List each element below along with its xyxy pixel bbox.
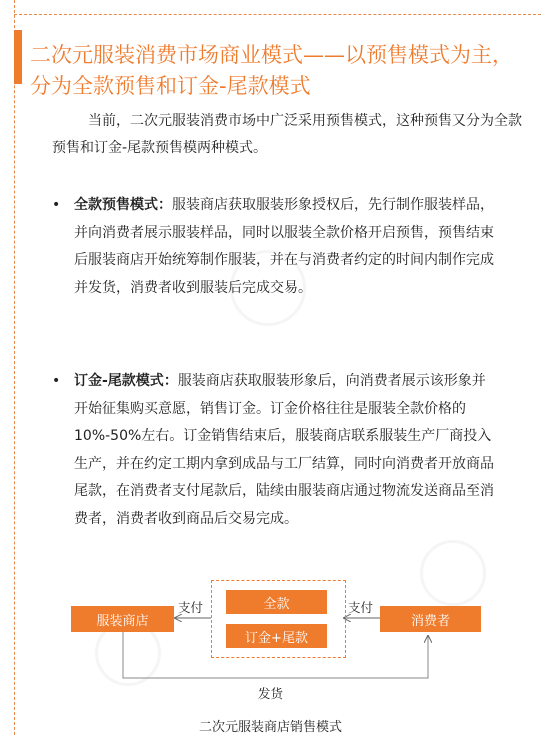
bullet-text	[74, 192, 497, 302]
title-accent-bar	[14, 30, 22, 84]
intro-paragraph: 当前，二次元服装消费市场中广泛采用预售模式，这种预售又分为全款预售和订金-尾款预售模两种模式。	[52, 113, 522, 156]
consumer-box: 消费者	[380, 606, 481, 632]
page-frame-top	[14, 14, 541, 15]
bullet-item-full-payment	[52, 192, 497, 302]
diagram-caption: 二次元服装商店销售模式	[198, 720, 342, 735]
deposit-balance-box: 订金+尾款	[226, 624, 327, 648]
bullet-separator: ：	[163, 373, 178, 389]
pay-label-left: 支付	[178, 600, 204, 615]
bullet-separator: ：	[158, 197, 172, 213]
page-title: 二次元服装消费市场商业模式——以预售模式为主，分为全款预售和订金-尾款模式	[30, 43, 513, 99]
bullet-body: 服装商店获取服装形象授权后，先行制作服装样品，并向消费者展示服装样品，同时以服装全款价格开启预售，预售结束后服装商店开始统筹制作服装，并在与消费者约定的时间内制作完成并发货，消费者收到服装后完成交易。	[74, 197, 494, 296]
pay-label-right: 支付	[348, 600, 374, 615]
bullet-item-deposit-balance	[52, 368, 497, 533]
sales-model-diagram	[0, 570, 541, 735]
bullet-term: 订金-尾款模式	[74, 373, 164, 389]
bullet-body: 服装商店获取服装形象后，向消费者展示该形象并开始征集购买意愿，销售订金。订金价格往往是服装全款价格的10%-50%左右。订金销售结束后，服装商店联系服装生产厂商投入生产，并在约定工期内拿到成品与工厂结算，同时向消费者开放商品尾款，在消费者支付尾款后，陆续由服装商店通过物流发送商品至消费者，消费者收到商品后交易完成。	[74, 373, 494, 527]
bullet-text	[74, 368, 497, 533]
ship-label: 发货	[258, 686, 284, 701]
bullet-dot-icon: •	[52, 197, 61, 213]
store-box: 服装商店	[71, 606, 174, 632]
bullet-term: 全款预售模式	[74, 197, 158, 213]
bullet-dot-icon: •	[52, 373, 61, 389]
full-payment-box: 全款	[226, 590, 327, 614]
